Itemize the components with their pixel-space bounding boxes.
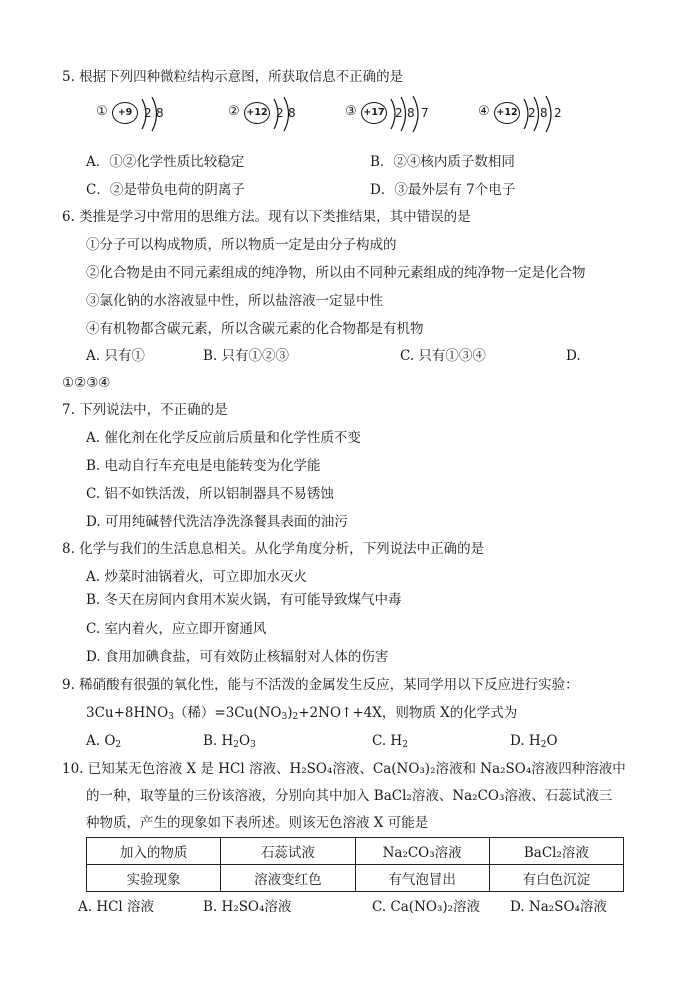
q6-option-a[interactable]: A. 只有① [86, 348, 145, 364]
atom-label: ④ [478, 104, 490, 119]
q6-item: ③氯化钠的水溶液显中性，所以盐溶液一定显中性 [86, 293, 383, 309]
q6-option-d-content: ①②③④ [62, 375, 111, 391]
electron-count: 8 [540, 106, 548, 120]
atom-diagram-4 [478, 96, 628, 132]
q8-option-c[interactable]: C. 室内着火，应立即开窗通风 [86, 621, 267, 637]
q5-option-d[interactable]: D．③最外层有 7个电子 [370, 182, 516, 198]
q9-option-b[interactable]: B. $H_2O_3$ [203, 733, 256, 750]
q9-stem: 9. 稀硝酸有很强的氧化性，能与不活泼的金属发生反应，某同学用以下反应进行实验： [62, 677, 579, 693]
observation-table [86, 837, 624, 892]
q7-option-b[interactable]: B. 电动自行车充电是电能转变为化学能 [86, 458, 321, 474]
q7-option-c[interactable]: C. 铝不如铁活泼，所以铝制器具不易锈蚀 [86, 486, 334, 502]
q10-option-c[interactable]: C. Ca(NO₃)₂溶液 [372, 899, 481, 915]
table-cell: BaCl₂溶液 [489, 838, 623, 865]
table-cell: 石蕊试液 [221, 838, 355, 865]
q10-stem-line3: 种物质，产生的现象如下表所述。则该无色溶液 X 可能是 [86, 815, 429, 831]
table-cell: 加入的物质 [87, 838, 221, 865]
table-cell: 有气泡冒出 [355, 865, 489, 892]
electron-count: 2 [395, 106, 403, 120]
q5-option-a[interactable]: A．①②化学性质比较稳定 [86, 154, 245, 170]
electron-count: 2 [554, 106, 562, 120]
q5-option-c[interactable]: C．②是带负电荷的阴离子 [86, 182, 245, 198]
electron-count: 7 [421, 106, 429, 120]
q8-option-d[interactable]: D. 食用加碘食盐，可有效防止核辐射对人体的伤害 [86, 649, 389, 665]
q5-option-b[interactable]: B．②④核内质子数相同 [370, 154, 515, 170]
table-cell: Na₂CO₃溶液 [355, 838, 489, 865]
atom-label: ② [228, 104, 240, 119]
q10-stem-line1: 10. 已知某无色溶液 X 是 HCl 溶液、H₂SO₄溶液、Ca(NO₃)₂溶液和 Na₂SO₄溶液四种溶液中 [62, 761, 626, 777]
q8-stem: 8. 化学与我们的生活息息相关。从化学角度分析，下列说法中正确的是 [62, 541, 485, 557]
q9-option-a[interactable]: A. $O_2$ [86, 733, 122, 750]
q6-option-b[interactable]: B. 只有①②③ [203, 348, 290, 364]
electron-count: 2 [528, 106, 536, 120]
table-cell: 有白色沉淀 [489, 865, 623, 892]
q7-option-d[interactable]: D. 可用纯碱替代洗洁净洗涤餐具表面的油污 [86, 514, 348, 530]
q7-option-a[interactable]: A. 催化剂在化学反应前后质量和化学性质不变 [86, 430, 361, 446]
atom-nucleus: +12 [244, 102, 270, 124]
q10-option-d[interactable]: D. Na₂SO₄溶液 [510, 899, 607, 915]
table-row [87, 865, 624, 892]
table-cell: 实验现象 [87, 865, 221, 892]
q9-equation: $3Cu+8HNO_3$（稀）$=3Cu(NO_3)_2+2NO↑+4X$，则物质 X的化学式为 [86, 705, 518, 722]
q8-option-a[interactable]: A. 炒菜时油锅着火，可立即加水灭火 [86, 569, 307, 585]
electron-count: 8 [156, 106, 164, 120]
q10-stem-line2: 的一种，取等量的三份该溶液，分别向其中加入 BaCl₂溶液、Na₂CO₃溶液、石蕊试液三 [86, 788, 613, 804]
electron-count: 2 [144, 106, 152, 120]
q7-stem: 7. 下列说法中，不正确的是 [62, 402, 228, 418]
q6-item: ②化合物是由不同元素组成的纯净物，所以由不同种元素组成的纯净物一定是化合物 [86, 265, 586, 281]
q6-option-d[interactable]: D. [566, 348, 581, 364]
q6-stem: 6. 类推是学习中常用的思维方法。现有以下类推结果，其中错误的是 [62, 209, 471, 225]
q10-option-a[interactable]: A. HCl 溶液 [78, 899, 155, 915]
atom-nucleus: +9 [112, 102, 138, 124]
electron-count: 8 [288, 106, 296, 120]
atom-nucleus: +12 [494, 102, 520, 124]
q9-option-c[interactable]: C. $H_2$ [372, 733, 408, 750]
table-row [87, 838, 624, 865]
q8-option-b[interactable]: B. 冬天在房间内食用木炭火锅，有可能导致煤气中毒 [86, 592, 402, 608]
atom-nucleus: +17 [361, 102, 387, 124]
electron-count: 2 [276, 106, 284, 120]
atom-diagram-3 [345, 96, 495, 132]
q9-option-d[interactable]: D. $H_2O$ [510, 733, 558, 750]
q6-item: ①分子可以构成物质，所以物质一定是由分子构成的 [86, 237, 397, 253]
q10-option-b[interactable]: B. H₂SO₄溶液 [203, 899, 292, 915]
atom-diagram-1 [96, 96, 246, 132]
atom-label: ③ [345, 104, 357, 119]
atom-label: ① [96, 104, 108, 119]
q6-item: ④有机物都含碳元素，所以含碳元素的化合物都是有机物 [86, 321, 424, 337]
table-cell: 溶液变红色 [221, 865, 355, 892]
electron-count: 8 [407, 106, 415, 120]
q5-stem: 5. 根据下列四种微粒结构示意图，所获取信息不正确的是 [62, 69, 404, 85]
q6-option-c[interactable]: C. 只有①③④ [400, 348, 486, 364]
